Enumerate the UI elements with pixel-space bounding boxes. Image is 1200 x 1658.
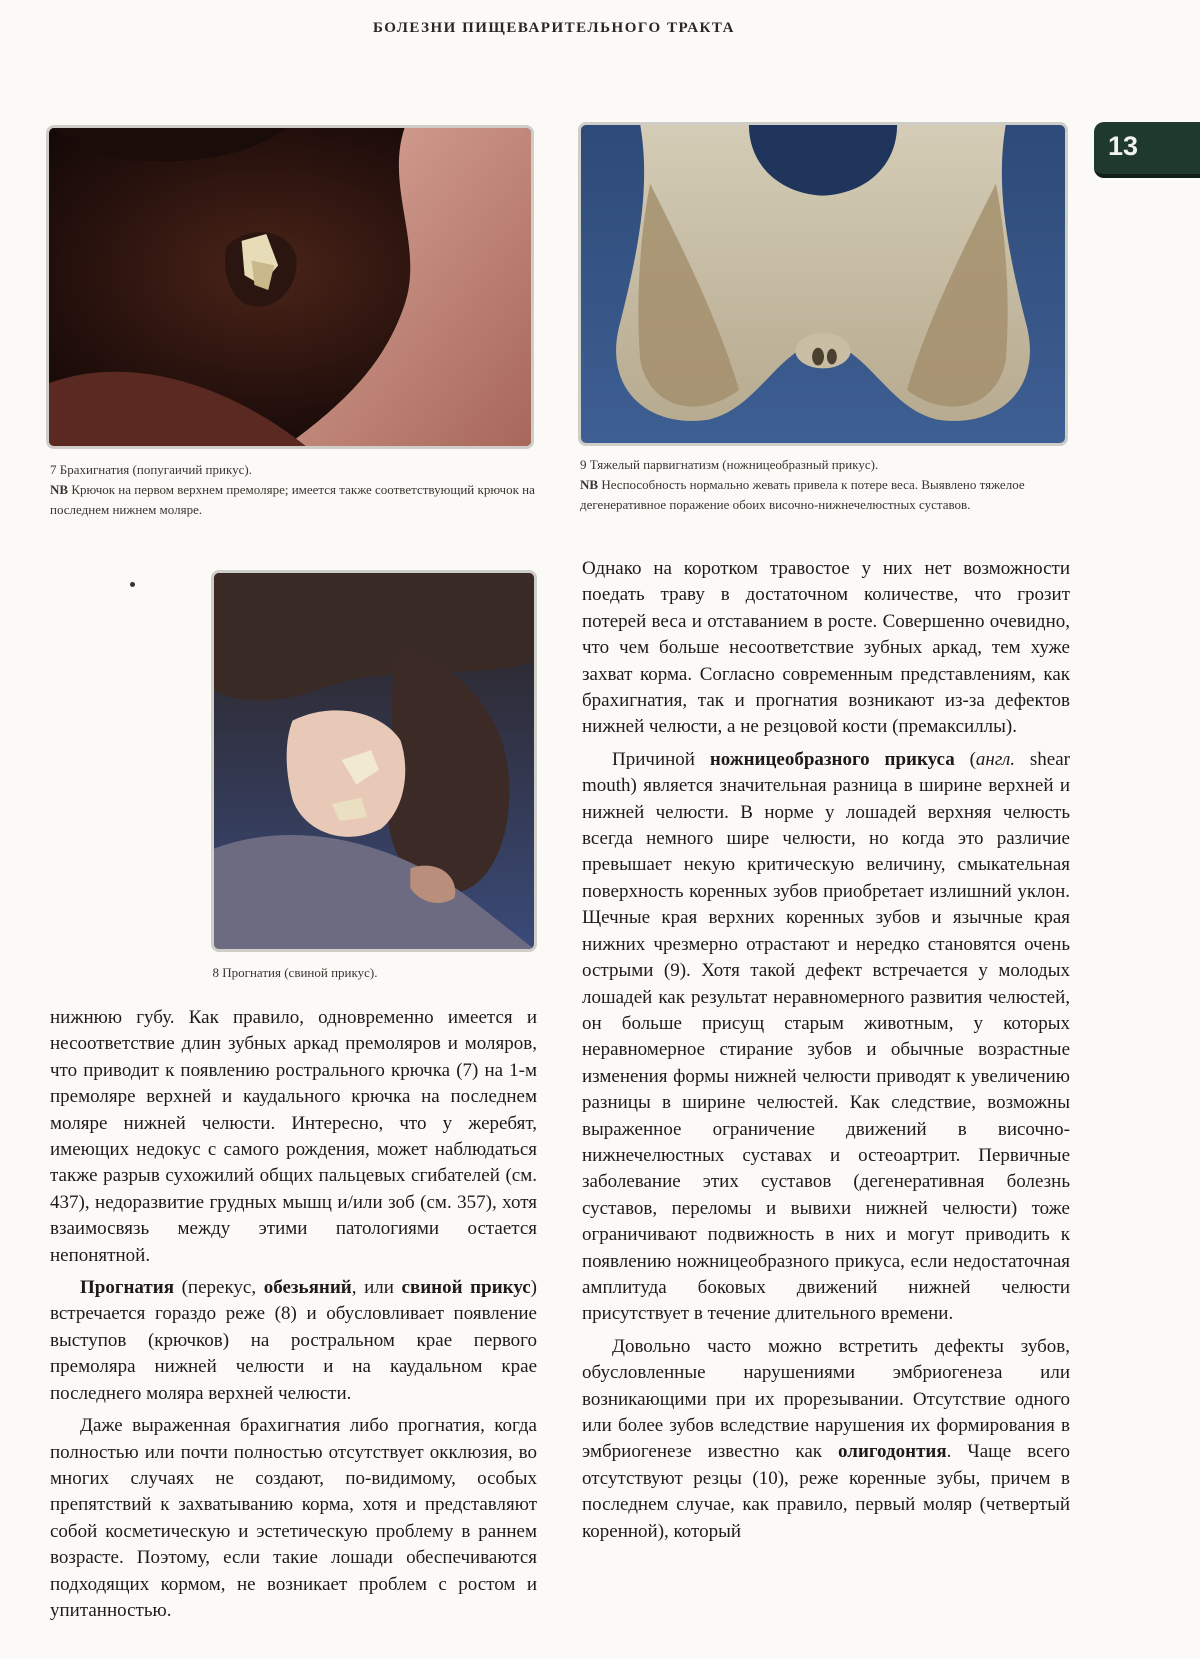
figure-9-title: 9 Тяжелый парвигнатизм (ножницеобразный прикус). bbox=[580, 457, 879, 472]
figure-9-note-text: Неспособность нормально жевать привела к потере веса. Выявлено тяжелое дегенеративное поражение обоих височно-нижнечелюстных суставов. bbox=[580, 477, 1025, 512]
paragraph-shear-mouth: Причиной ножницеобразного прикуса (англ. shear mouth) является значительная разница в ширине верхней и нижней челюсти. В норме у лошадей верхняя челюсть всегда немного шире челюсти, но когда это различие превышает некую критическую величину, смыкательная поверхность коренных зубов приобретает излишний уклон. Щечные края верхних коренных зубов и язычные края нижних чрезмерно отрастают и нередко становятся очень острыми (9). Хотя такой дефект встречается у молодых лошадей как результат неравномерного развития челюстей, он больше присущ старым животным, у которых неравномерное стирание зубов и обычные возрастные изменения формы нижней челюсти приводят к увеличению разницы в ширине челюстей. Как следствие, возможны выраженное ограничение движений в височно-нижнечелюстных суставах и остеоартрит. Первичные заболевание этих суставов (дегенеративная болезнь суставов, переломы и вывихи нижней челюсти) тоже ограничивают подвижность в них и могут приводить к появлению ножницеобразного прикуса, если недостаточная амплитуда боковых движений нижней челюсти присутствует в течение длительного времени. bbox=[582, 748, 1070, 1325]
figure-7-title: 7 Брахигнатия (попугаичий прикус). bbox=[50, 462, 252, 477]
paragraph-prognathia: Прогнатия (перекус, обезьяний, или свиной прикус) встречается гораздо реже (8) и обусловливает появление выступов (крючков) на ростральном крае первого премоляра нижней челюсти и на каудальном крае последнего моляра верхней челюсти. bbox=[50, 1277, 537, 1404]
figure-7-caption bbox=[50, 460, 540, 520]
nb-label: NB bbox=[580, 477, 599, 492]
paragraph: Даже выраженная брахигнатия либо прогнатия, когда полностью или почти полностью отсутствует окклюзия, во многих случаях не создают, по-видимому, особых препятствий к захватыванию корма, хотя и представляют собой косметическую и эстетическую проблему в раннем возрасте. Поэтому, если такие лошади обеспечиваются подходящих кормом, не возникает проблем с ростом и упитанностью. bbox=[50, 1415, 537, 1621]
scan-speck bbox=[130, 582, 135, 587]
figure-8-caption: 8 Прогнатия (свиной прикус). bbox=[212, 965, 378, 980]
nb-label: NB bbox=[50, 482, 69, 497]
running-header: БОЛЕЗНИ ПИЩЕВАРИТЕЛЬНОГО ТРАКТА bbox=[372, 20, 735, 36]
figure-7-note bbox=[50, 480, 540, 520]
page-number-tab bbox=[1094, 122, 1200, 178]
paragraph: Однако на коротком травостое у них нет возможности поедать траву в достаточном количестве, что грозит потерей веса и отставанием в росте. Совершенно очевидно, что чем больше несоответствие зубных аркад, тем хуже захват корма. Согласно современным представлениям, как брахигнатия, так и прогнатия возникают из-за дефектов нижней челюсти, а не резцовой кости (премаксиллы). bbox=[582, 558, 1070, 738]
paragraph: нижнюю губу. Как правило, одновременно имеется и несоответствие длин зубных аркад премоляров и моляров, что приводит к появлению рострального крючка (7) на 1-м премоляре верхней и каудального крючка на последнем моляре нижней челюсти. Интересно, что у жеребят, имеющих недокус с самого рождения, может наблюдаться также разрыв сухожилий общих пальцевых сгибателей (см. 437), недоразвитие грудных мышц и/или зоб (см. 357), хотя взаимосвязь между этими патологиями остается непонятной. bbox=[50, 1007, 537, 1266]
figure-9-photo bbox=[578, 122, 1068, 446]
left-text-column bbox=[50, 1005, 537, 1630]
figure-7-note-text: Крючок на первом верхнем премоляре; имеется также соответствующий крючок на последнем нижнем моляре. bbox=[50, 482, 535, 517]
figure-9-caption bbox=[580, 455, 1070, 515]
right-text-column bbox=[582, 556, 1070, 1551]
figure-9-note bbox=[580, 475, 1070, 515]
page-number: 13 bbox=[1108, 131, 1139, 161]
figure-8-photo bbox=[211, 570, 537, 952]
paragraph-oligodontia: Довольно часто можно встретить дефекты зубов, обусловленные нарушениями эмбриогенеза или возникающими при их прорезывании. Отсутствие одного или более зубов вследствие нарушения их формирования в эмбриогенезе известно как олигодонтия. Чаще всего отсутствуют резцы (10), реже коренные зубы, причем в последнем случае, как правило, первый моляр (четвертый коренной), который bbox=[582, 1335, 1071, 1542]
figure-7-photo bbox=[46, 125, 534, 449]
